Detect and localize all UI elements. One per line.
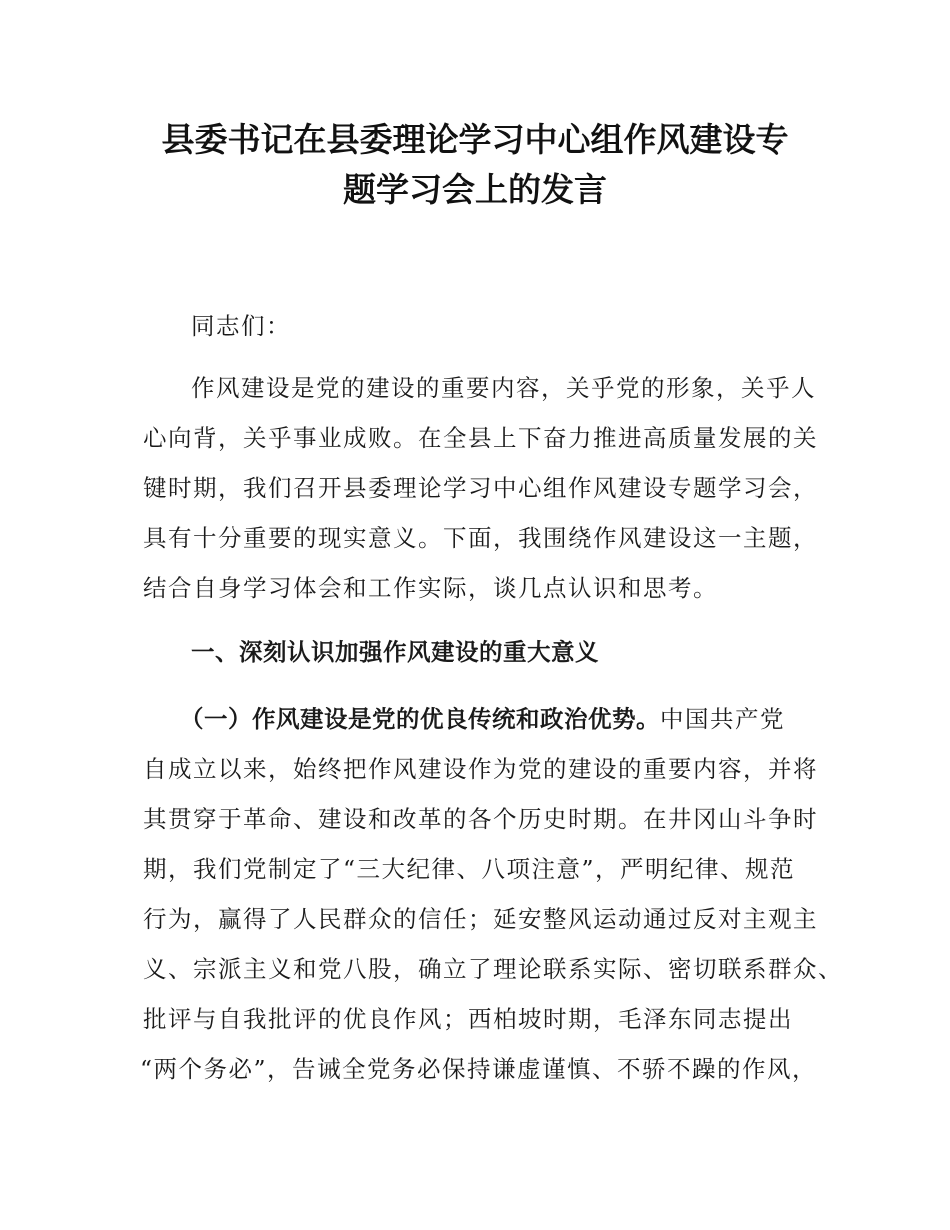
subsection1-line-2: 自成立以来，始终把作风建设作为党的建设的重要内容，并将 bbox=[143, 755, 818, 783]
subsection1-first-line-rest: 中国共产党 bbox=[660, 705, 785, 733]
subsection1-line-6: 义、宗派主义和党八股，确立了理论联系实际、密切联系群众、 bbox=[143, 955, 843, 983]
subsection1-line-5: 行为，赢得了人民群众的信任；延安整风运动通过反对主观主 bbox=[143, 905, 818, 933]
paragraph1-line-5: 结合自身学习体会和工作实际，谈几点认识和思考。 bbox=[143, 574, 718, 602]
title-line-2: 题学习会上的发言 bbox=[343, 170, 607, 209]
subsection1-line-8: “两个务必”，告诫全党务必保持谦虚谨慎、不骄不躁的作风， bbox=[140, 1055, 818, 1083]
salutation: 同志们： bbox=[191, 312, 291, 340]
title-line-1: 县委书记在县委理论学习中心组作风建设专 bbox=[161, 120, 789, 159]
section1-heading: 一、深刻认识加强作风建设的重大意义 bbox=[191, 638, 599, 666]
paragraph1-line-2: 心向背，关乎事业成败。在全县上下奋力推进高质量发展的关 bbox=[143, 424, 818, 452]
subsection1-line-3: 其贯穿于革命、建设和改革的各个历史时期。在井冈山斗争时 bbox=[143, 805, 818, 833]
paragraph1-line-3: 键时期，我们召开县委理论学习中心组作风建设专题学习会， bbox=[143, 474, 818, 502]
document-title bbox=[120, 115, 830, 215]
paragraph1-line-1: 作风建设是党的建设的重要内容，关乎党的形象，关乎人 bbox=[191, 374, 816, 402]
subsection1-first-line bbox=[180, 702, 880, 736]
subsection1-line-7: 批评与自我批评的优良作风；西柏坡时期，毛泽东同志提出 bbox=[143, 1005, 793, 1033]
subsection1-line-4: 期，我们党制定了“三大纪律、八项注意”，严明纪律、规范 bbox=[143, 855, 796, 883]
subsection1-heading: （一）作风建设是党的优良传统和政治优势。 bbox=[180, 705, 660, 733]
paragraph1-line-4: 具有十分重要的现实意义。下面，我围绕作风建设这一主题， bbox=[143, 524, 818, 552]
